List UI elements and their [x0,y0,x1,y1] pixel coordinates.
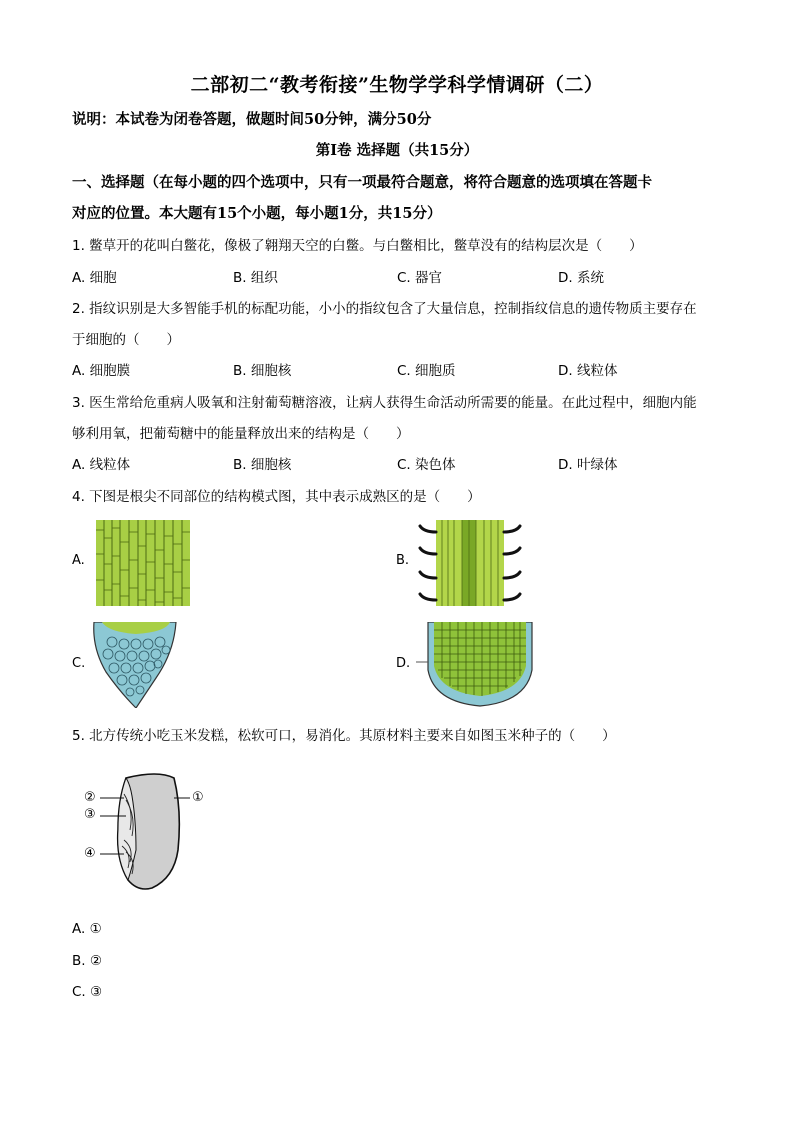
question-4-stem: 4. 下图是根尖不同部位的结构模式图，其中表示成熟区的是（ ） [72,489,481,505]
question-3-option-a[interactable]: A. 线粒体 [72,457,131,473]
question-2-stem-line1: 2. 指纹识别是大多智能手机的标配功能，小小的指纹包含了大量信息，控制指纹信息的遗传物质主要存在 [72,301,697,317]
question-5-option-c[interactable]: C. ③ [72,984,103,1000]
question-2-option-d[interactable]: D. 线粒体 [558,363,618,379]
question-3-stem-line2: 够利用氧，把葡萄糖中的能量释放出来的结构是（ ） [72,426,410,442]
question-4-label-b[interactable]: B. [396,553,410,568]
question-1-stem: 1. 鳖草开的花叫白鳖花，像极了翱翔天空的白鳖。与白鳖相比，鳖草没有的结构层次是（ ） [72,238,643,254]
question-5-option-b[interactable]: B. ② [72,953,102,969]
question-2-option-a[interactable]: A. 细胞膜 [72,363,131,379]
question-1-option-c[interactable]: C. 器官 [397,270,443,286]
seed-label-2: ② [84,790,96,805]
root-hair-zone-image[interactable] [416,520,524,606]
seed-label-4: ④ [84,846,96,861]
question-5-stem: 5. 北方传统小吃玉米发糕，松软可口，易消化。其原材料主要来自如图玉米种子的（ ） [72,728,616,744]
question-2-option-b[interactable]: B. 细胞核 [233,363,292,379]
root-cap-image[interactable] [88,622,180,708]
question-1-option-d[interactable]: D. 系统 [558,270,604,286]
question-3-option-c[interactable]: C. 染色体 [397,457,456,473]
part-title: 第Ⅰ卷 选择题（共15分） [315,142,479,159]
section-instruction-line2: 对应的位置。本大题有15个小题，每小题1分，共15分） [72,205,442,222]
question-4-label-d[interactable]: D. [396,656,411,671]
page-title: 二部初二“教考衔接”生物学学科学情调研（二） [190,74,604,96]
root-maturation-zone-image[interactable] [96,520,190,606]
section-instruction-line1: 一、选择题（在每小题的四个选项中，只有一项最符合题意，将符合题意的选项填在答题卡 [72,174,652,191]
question-4-label-c[interactable]: C. [72,656,86,671]
corn-seed-figure [78,770,218,894]
exam-note: 说明：本试卷为闭卷答题，做题时间50分钟，满分50分 [72,111,432,128]
question-3-option-b[interactable]: B. 细胞核 [233,457,292,473]
question-2-option-c[interactable]: C. 细胞质 [397,363,456,379]
root-meristem-image[interactable] [414,622,538,708]
seed-label-3: ③ [84,807,96,822]
question-2-stem-line2: 于细胞的（ ） [72,332,180,348]
question-3-option-d[interactable]: D. 叶绿体 [558,457,618,473]
seed-label-1: ① [192,790,204,805]
question-1-option-b[interactable]: B. 组织 [233,270,278,286]
question-4-label-a[interactable]: A. [72,553,85,568]
question-1-option-a[interactable]: A. 细胞 [72,270,117,286]
question-3-stem-line1: 3. 医生常给危重病人吸氧和注射葡萄糖溶液，让病人获得生命活动所需要的能量。在此过程中，细胞内能 [72,395,697,411]
question-5-option-a[interactable]: A. ① [72,921,102,937]
